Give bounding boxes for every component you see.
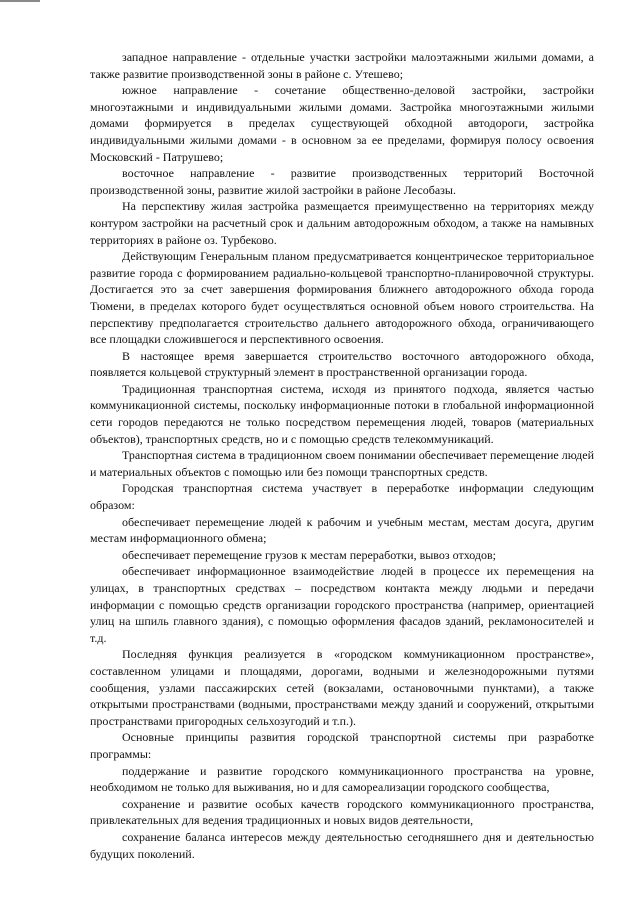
page-corner-mark [0, 0, 40, 2]
paragraph-info-processing: Городская транспортная система участвует в переработке информации следующим образом: [90, 481, 594, 513]
paragraph-south-direction: южное направление - сочетание общественно-деловой застройки, застройки многоэтажными и индивидуальными жилыми домами. Застройка многоэтажными жилыми домами формируется в пределах существующей обходной автодороги, застройка индивидуальными жилыми домами - в основном за ее пределами, формируя полосу освоения Московский - Патрушево; [90, 83, 594, 164]
paragraph-general-plan: Действующим Генеральным планом предусматривается концентрическое территориальное развитие города с формированием радиально-кольцевой транспортно-планировочной структуры. Достигается это за счет завершения формирования ближнего автодорожного обхода города Тюмени, в пределах которого будет осуществляться основной объем нового строительства. На перспективу предполагается строительство дальнего автодорожного обхода, ограничивающего все площадки сложившегося и перспективного освоения. [90, 249, 594, 347]
paragraph-east-bypass: В настоящее время завершается строительство восточного автодорожного обхода, появляется кольцевой структурный элемент в пространственной организации города. [90, 348, 594, 380]
document-page [90, 49, 594, 862]
paragraph-principle-preserve: сохранение и развитие особых качеств городского коммуникационного пространства, привлекательных для ведения традиционных и новых видов деятельности, [90, 796, 594, 828]
paragraph-principles: Основные принципы развития городской транспортной системы при разработке программы: [90, 730, 594, 761]
paragraph-perspective-housing: На перспективу жилая застройка размещается преимущественно на территориях между контуром застройки на расчетный срок и дальним автодорожным обходом, а также на намывных территориях в районе оз. Турбеково. [90, 199, 594, 247]
paragraph-traditional-transport: Традиционная транспортная система, исходя из принятого подхода, является частью коммуникационной системы, поскольку информационные потоки в глобальной информационной сети городов передаются не только посредством перемещения людей, товаров (материальных объектов), транспортных средств, но и с помощью средств телекоммуникаций. [90, 381, 594, 446]
paragraph-info-interaction: обеспечивает информационное взаимодействие людей в процессе их перемещения на улицах, в транспортных средствах – посредством контакта между людьми и передачи информации с помощью средств организации городского пространства (например, ориентацией улиц на шпиль главного здания), с помощью оформления фасадов зданий, рекламоносителей и т.д. [90, 564, 594, 645]
paragraph-people-movement: обеспечивает перемещение людей к рабочим и учебным местам, местам досуга, другим местам информационного обмена; [90, 514, 594, 546]
paragraph-principle-balance: сохранение баланса интересов между деятельностью сегодняшнего дня и деятельностью будущих поколений. [90, 829, 594, 861]
paragraph-cargo-movement: обеспечивает перемещение грузов к местам переработки, вывоз отходов; [122, 547, 497, 562]
paragraph-west-direction: западное направление - отдельные участки застройки малоэтажными жилыми домами, а также развитие производственной зоны в районе с. Утешево; [90, 50, 594, 81]
paragraph-east-direction: восточное направление - развитие производственных территорий Восточной производственной зоны, развитие жилой застройки в районе Лесобазы. [90, 166, 594, 197]
paragraph-transport-system: Транспортная система в традиционном своем понимании обеспечивает перемещение людей и материальных объектов с помощью или без помощи транспортных средств. [90, 448, 594, 479]
paragraph-communication-space: Последняя функция реализуется в «городском коммуникационном пространстве», составленном улицами и площадями, дорогами, водными и железнодорожными путями сообщения, узлами пассажирских сетей (вокзалами, остановочными пунктами), а также открытыми пространствами (водными, пространствами между зданий и сооружений, открытыми пространствами пригородных сельхозугодий и т.п.). [90, 647, 594, 728]
paragraph-principle-support: поддержание и развитие городского коммуникационного пространства на уровне, необходимом не только для выживания, но и для самореализации городского сообщества, [90, 763, 594, 795]
